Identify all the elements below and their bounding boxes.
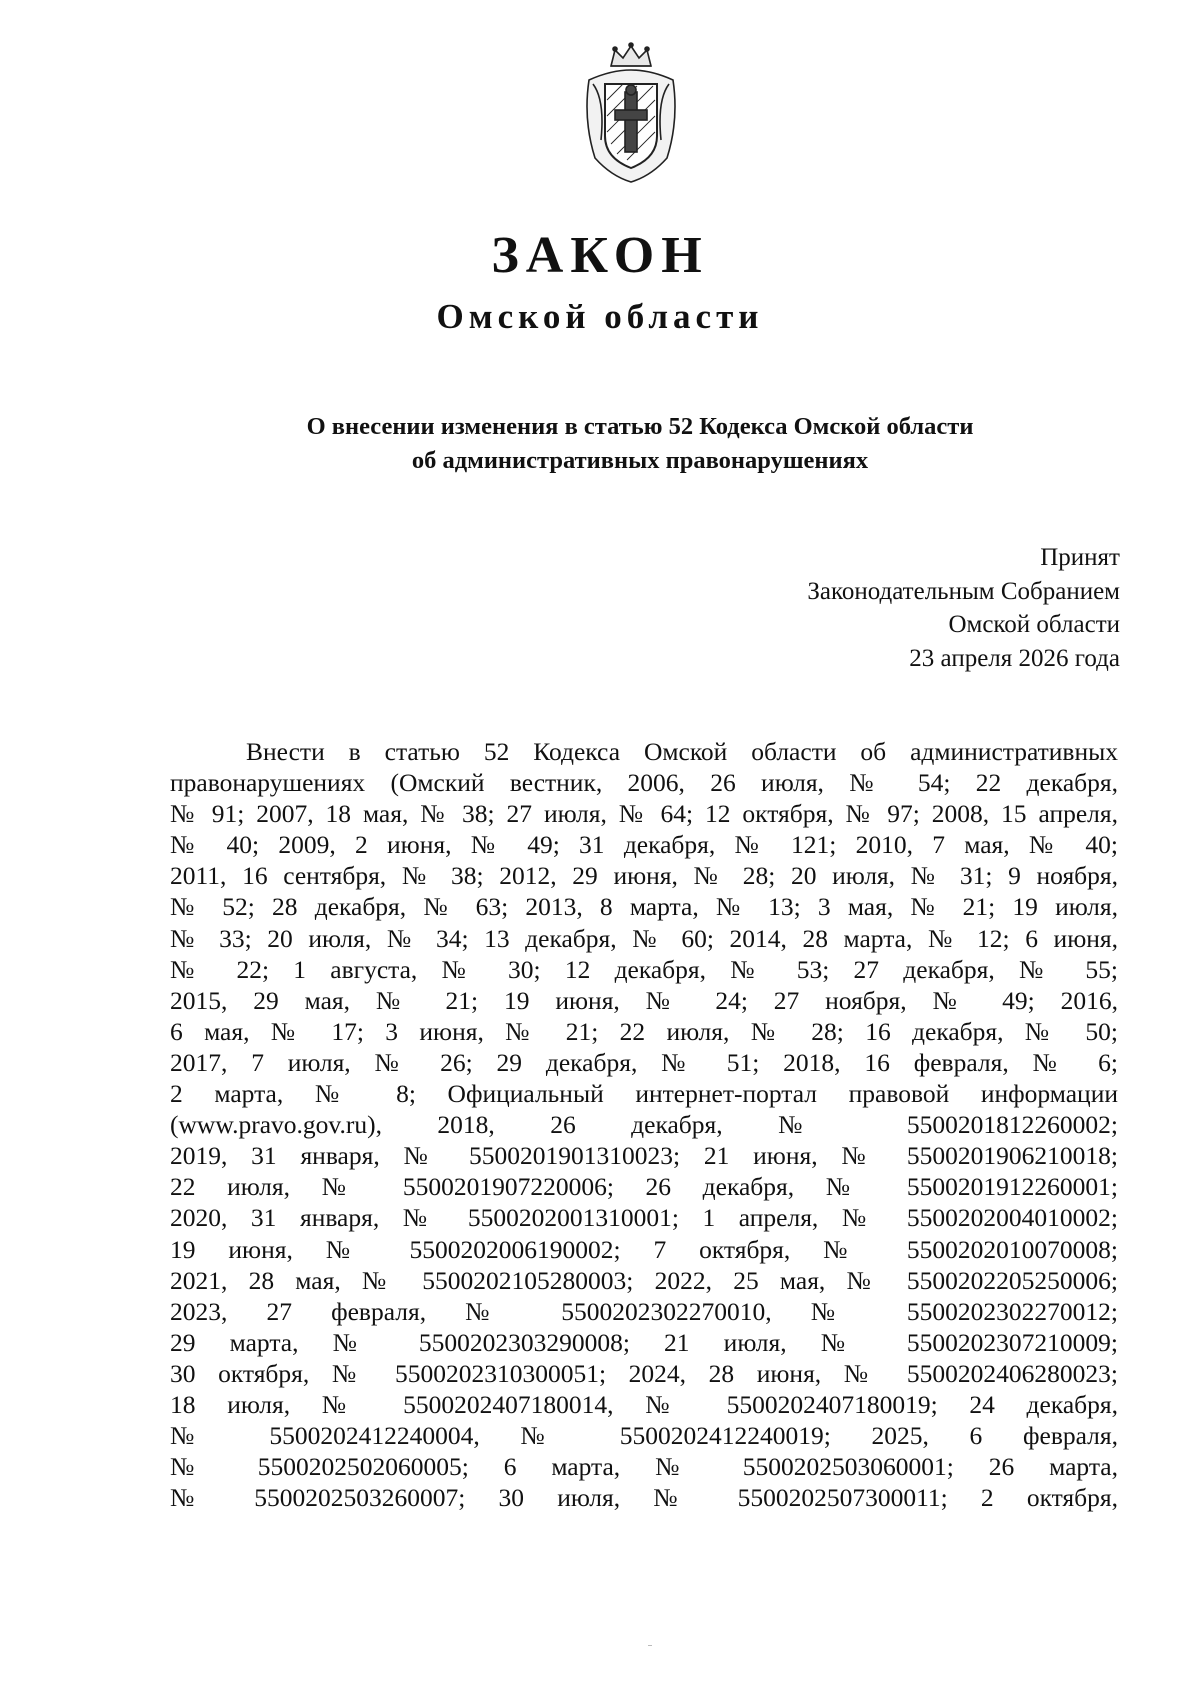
page-mark: [648, 1645, 652, 1646]
body-line: правонарушениях (Омский вестник, 2006, 26 июля, № 54; 22 декабря,: [170, 768, 1118, 798]
body-line: 29 марта, № 5500202303290008; 21 июля, № 5500202307210009;: [170, 1327, 1118, 1357]
body-line: 2017, 7 июля, № 26; 29 декабря, № 51; 2018, 16 февраля, № 6;: [170, 1047, 1118, 1077]
body-line: № 5500202502060005; 6 марта, № 5500202503060001; 26 марта,: [170, 1452, 1118, 1482]
adoption-line: Омской области: [948, 611, 1120, 638]
adoption-line: Принят: [1040, 544, 1120, 571]
body-line: № 40; 2009, 2 июня, № 49; 31 декабря, № 121; 2010, 7 мая, № 40;: [170, 830, 1118, 860]
law-heading: [160, 410, 1120, 478]
body-line: 2019, 31 января, № 5500201901310023; 21 июня, № 5500201906210018;: [170, 1141, 1118, 1171]
adoption-block: [807, 541, 1120, 675]
law-title: ЗАКОН: [491, 227, 709, 284]
body-line: № 52; 28 декабря, № 63; 2013, 8 марта, № 13; 3 мая, № 21; 19 июля,: [170, 892, 1118, 922]
adoption-date: 23 апреля 2026 года: [909, 644, 1120, 672]
body-line: № 5500202412240004, № 5500202412240019; 2025, 6 февраля,: [170, 1421, 1118, 1451]
body-paragraph: [170, 736, 1118, 1513]
body-line: 2021, 28 мая, № 5500202105280003; 2022, 25 мая, № 5500202205250006;: [170, 1265, 1118, 1295]
heading-line: об административных правонарушениях: [411, 447, 869, 474]
law-subtitle: Омской области: [436, 297, 764, 336]
body-line: 2 марта, № 8; Официальный интернет-портал правовой информации: [170, 1079, 1118, 1109]
body-line: 2023, 27 февраля, № 5500202302270010, № 5500202302270012;: [170, 1296, 1118, 1326]
body-line: Внести в статью 52 Кодекса Омской области об административных: [246, 737, 1118, 766]
body-line: 2020, 31 января, № 5500202001310001; 1 апреля, № 5500202004010002;: [170, 1203, 1118, 1233]
coat-of-arms-icon: [575, 40, 687, 188]
body-line: 19 июня, № 5500202006190002; 7 октября, № 5500202010070008;: [170, 1234, 1118, 1264]
heading-line: О внесении изменения в статью 52 Кодекса Омской области: [306, 413, 974, 440]
body-line: 6 мая, № 17; 3 июня, № 21; 22 июля, № 28; 16 декабря, № 50;: [170, 1016, 1118, 1046]
body-line: № 91; 2007, 18 мая, № 38; 27 июля, № 64; 12 октября, № 97; 2008, 15 апреля,: [170, 799, 1118, 829]
body-line: 2011, 16 сентября, № 38; 2012, 29 июня, № 28; 20 июля, № 31; 9 ноября,: [170, 861, 1118, 891]
body-line: 2015, 29 мая, № 21; 19 июня, № 24; 27 ноября, № 49; 2016,: [170, 985, 1118, 1015]
body-line: № 22; 1 августа, № 30; 12 декабря, № 53; 27 декабря, № 55;: [170, 954, 1118, 984]
adoption-line: Законодательным Собранием: [807, 577, 1120, 605]
body-line: № 33; 20 июля, № 34; 13 декабря, № 60; 2014, 28 марта, № 12; 6 июня,: [170, 923, 1118, 953]
body-line: (www.pravo.gov.ru), 2018, 26 декабря, № 5500201812260002;: [170, 1110, 1118, 1140]
body-line: № 5500202503260007; 30 июля, № 5500202507300011; 2 октября,: [170, 1483, 1118, 1513]
body-line: 30 октября, № 5500202310300051; 2024, 28 июня, № 5500202406280023;: [170, 1358, 1118, 1388]
body-line: 18 июля, № 5500202407180014, № 5500202407180019; 24 декабря,: [170, 1389, 1118, 1419]
body-line: 22 июля, № 5500201907220006; 26 декабря, № 5500201912260001;: [170, 1172, 1118, 1202]
